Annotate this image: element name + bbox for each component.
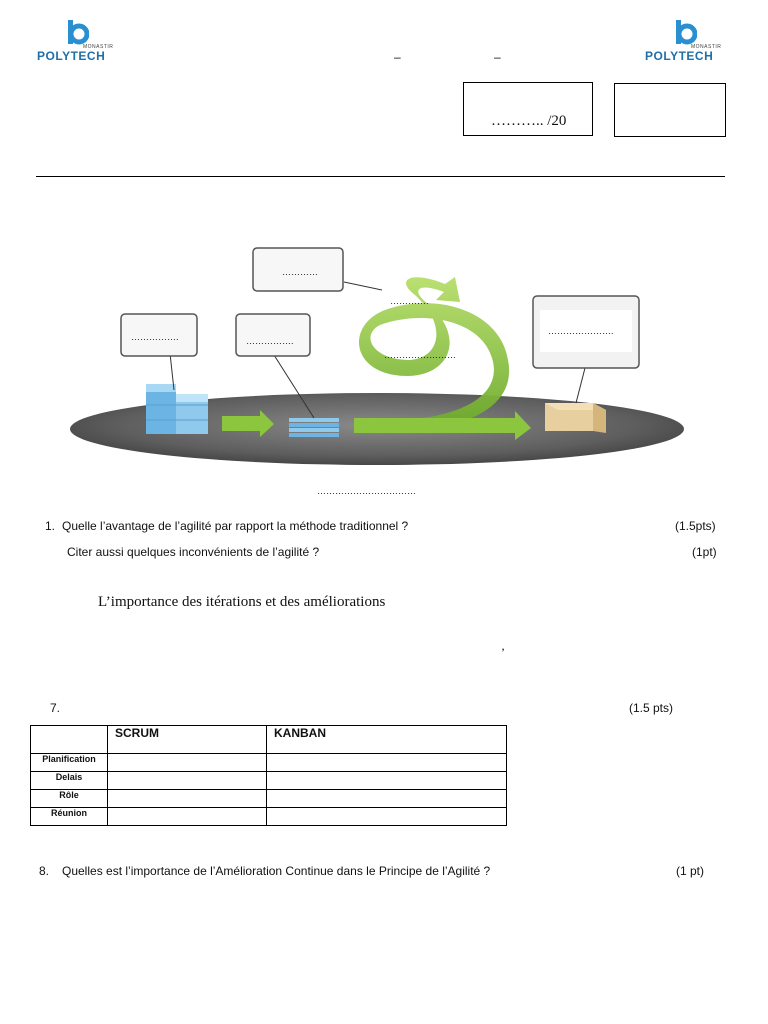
diagram-label: …………………. [548, 326, 614, 336]
question-7-number: 7. [50, 701, 61, 715]
question-1-text: Quelle l’avantage de l’agilité par rapport la méthode traditionnel ? [62, 519, 409, 533]
table-cell [267, 754, 507, 772]
logo-tagline: MONASTIR [691, 44, 722, 50]
diagram-label: ……………. [246, 336, 294, 346]
question-8-text: Quelles est l’importance de l’Amélioration Continue dans le Principe de l’Agilité ? [62, 864, 491, 878]
diagram-label: …………. [390, 296, 429, 306]
product-box [545, 403, 606, 433]
diagram-caption: …………………………… [317, 486, 416, 496]
polytech-logo-right [645, 20, 735, 64]
callout-line-3 [344, 282, 382, 290]
table-cell [267, 790, 507, 808]
polytech-logo-left [37, 20, 127, 64]
blank-box [614, 83, 726, 137]
agile-process-diagram [60, 240, 700, 496]
table-row [31, 754, 507, 772]
scrum-kanban-table [30, 725, 507, 826]
question-1b-points: (1pt) [692, 545, 717, 559]
header-rule [36, 176, 725, 177]
question-7-points: (1.5 pts) [629, 701, 674, 715]
table-cell [267, 808, 507, 826]
callout-box-3 [236, 314, 310, 356]
polytech-logo-icon [673, 20, 697, 46]
table-cell [267, 772, 507, 790]
logo-tagline: MONASTIR [83, 44, 114, 50]
score-text: ……….. /20 [491, 113, 567, 129]
table-row [31, 772, 507, 790]
stray-comma: ’ [501, 645, 505, 659]
header-dash-left: – [394, 50, 401, 64]
backlog-cubes [146, 384, 208, 434]
callout-line-4 [576, 368, 585, 403]
diagram-graphic [60, 240, 700, 480]
table-cell [108, 808, 267, 826]
diagram-label: …………………… [384, 350, 456, 360]
table-row-label: Delais [31, 772, 108, 790]
header-dash-right: – [494, 50, 501, 64]
table-row-label: Rôle [31, 790, 108, 808]
question-8-points: (1 pt) [676, 864, 705, 878]
table-cell [108, 754, 267, 772]
table-row [31, 790, 507, 808]
table-row-label: Réunion [31, 808, 108, 826]
polytech-logo-icon [65, 20, 89, 46]
table-header-scrum: SCRUM [108, 726, 267, 754]
diagram-label: ………… [282, 267, 318, 277]
table-cell [108, 790, 267, 808]
question-1b-text: Citer aussi quelques inconvénients de l’agilité ? [67, 545, 320, 559]
score-box [463, 82, 593, 136]
logo-brand: POLYTECH [645, 49, 714, 63]
question-8-number: 8. [39, 864, 50, 878]
table-header-row [31, 726, 507, 754]
logo-brand: POLYTECH [37, 49, 106, 63]
table-cell [108, 772, 267, 790]
question-1-points: (1.5pts) [675, 519, 716, 533]
iterations-heading: L’importance des itérations et des améliorations [98, 594, 386, 610]
table-row-label: Planification [31, 754, 108, 772]
table-row [31, 808, 507, 826]
question-1-number: 1. [45, 519, 56, 533]
table-header-kanban: KANBAN [267, 726, 507, 754]
table-header-cell [31, 726, 108, 754]
diagram-label: ……………. [131, 332, 179, 342]
